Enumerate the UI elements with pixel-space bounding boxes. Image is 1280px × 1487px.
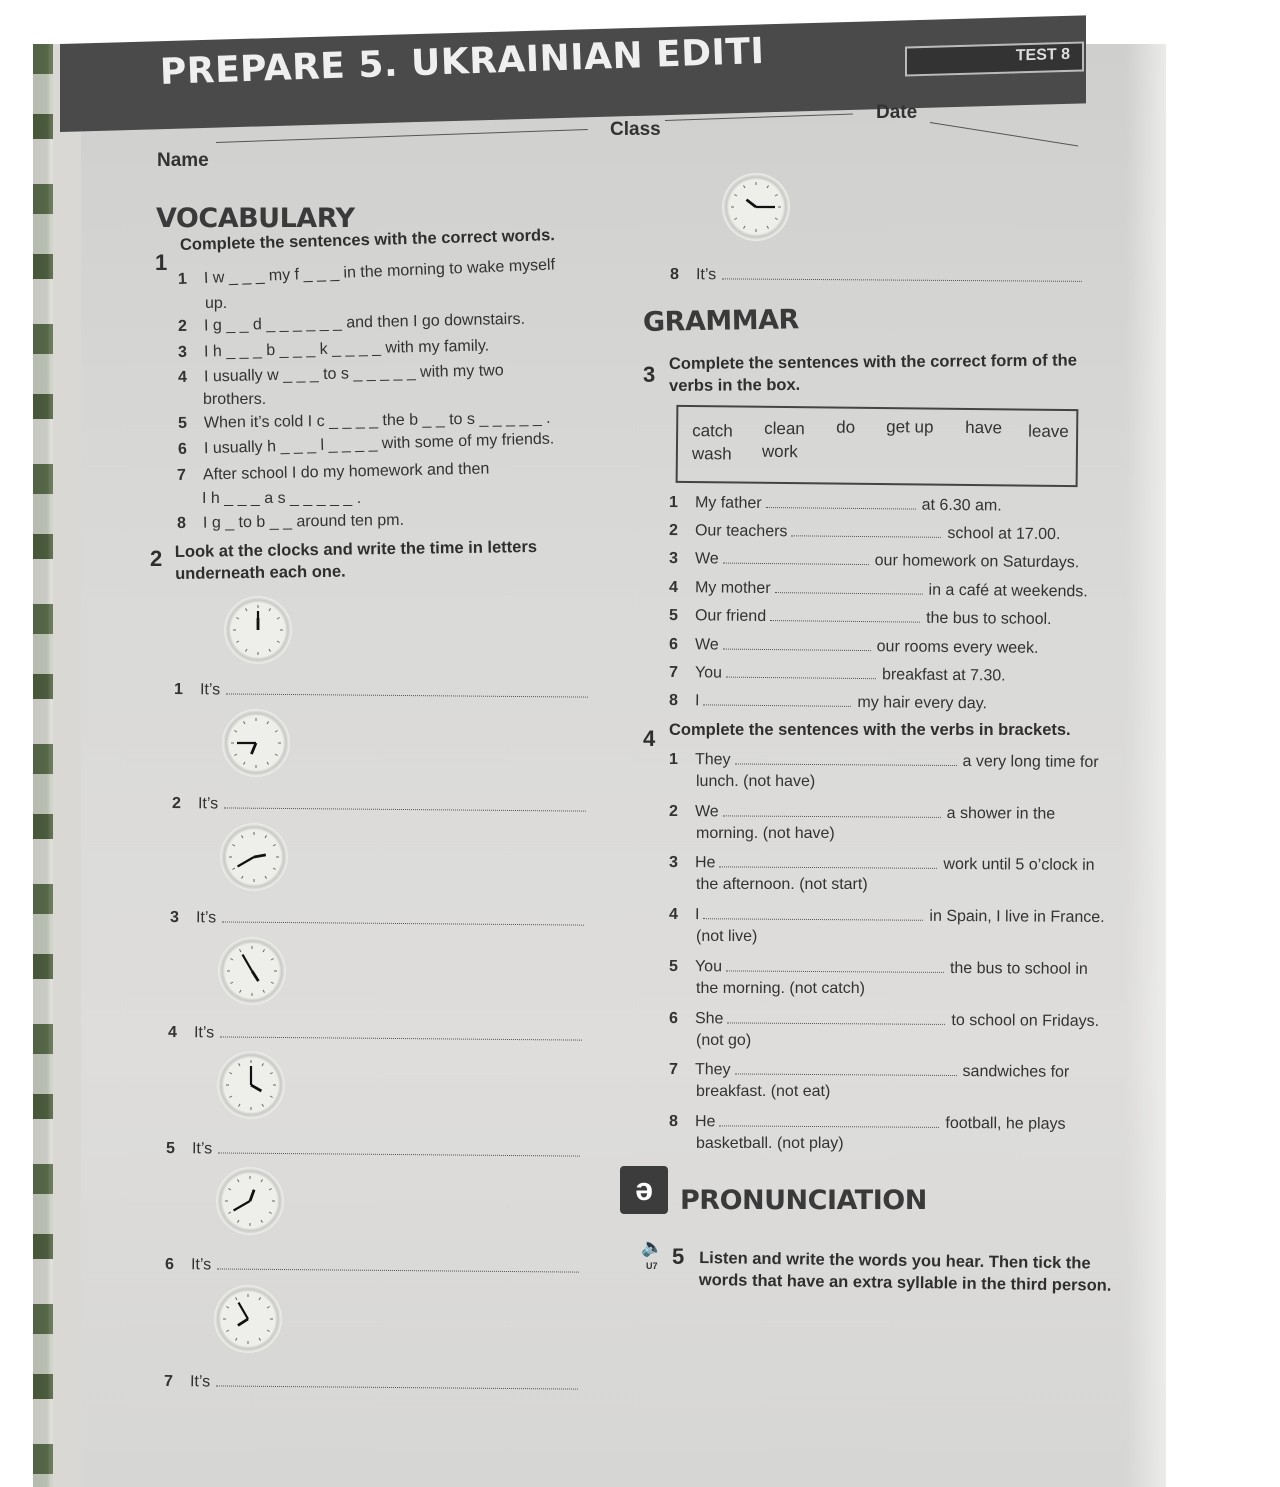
grammar-heading: GRAMMAR — [642, 304, 800, 338]
item-text-line1: I h _ _ _ b _ _ _ k _ _ _ _ with my family. — [203, 337, 490, 361]
sentence-end: work until 5 o’clock in — [943, 855, 1095, 874]
clock-face — [216, 1167, 284, 1235]
answer-field[interactable] — [770, 606, 920, 623]
its-prefix: It’s — [190, 1256, 212, 1274]
task1-item-line2 — [203, 388, 266, 411]
item-number: 3 — [668, 550, 678, 568]
date-label: Date — [876, 102, 918, 123]
time-answer-field[interactable] — [220, 1022, 582, 1040]
clock-tick — [267, 762, 269, 765]
task3-item[interactable] — [669, 604, 1052, 631]
clock-tick — [277, 641, 280, 643]
task1-item-line2 — [202, 487, 361, 510]
task3-instruction-line1: Complete the sentences with the correct form of the — [668, 351, 1077, 374]
clock-tick — [228, 1189, 231, 1191]
task1-item-line2 — [205, 292, 227, 315]
time-answer-row[interactable] — [165, 1253, 579, 1280]
sentence-start: Our friend — [694, 607, 767, 626]
answer-field[interactable] — [726, 956, 944, 973]
clock-tick — [262, 1104, 264, 1107]
clock-tick — [239, 1063, 241, 1066]
schwa-badge: ə — [620, 1166, 668, 1214]
clock-tick — [239, 1104, 241, 1107]
item-number: 8 — [668, 1113, 678, 1131]
item-number: 3 — [177, 343, 188, 361]
clock-face — [214, 1285, 282, 1353]
task4-item-line2 — [696, 977, 865, 1000]
clock-tick — [269, 1189, 272, 1191]
task3-item[interactable] — [669, 633, 1039, 660]
time-answer-field[interactable] — [218, 1138, 580, 1156]
time-answer-row[interactable] — [172, 792, 586, 819]
task4-item-line2 — [696, 1029, 751, 1052]
item-number: 3 — [169, 909, 179, 927]
time-answer-row[interactable] — [166, 1137, 580, 1164]
item-number: 6 — [177, 440, 188, 458]
its-prefix: It’s — [199, 681, 221, 699]
item-number: 5 — [668, 607, 678, 625]
task3-item[interactable] — [669, 491, 1002, 517]
task5-instruction-line2: words that have an extra syllable in the third person. — [698, 1270, 1112, 1295]
clock-tick — [236, 1297, 238, 1300]
sentence-start: My father — [694, 494, 762, 512]
verb-word: do — [836, 417, 856, 437]
task4-item-line2 — [696, 1080, 830, 1103]
clock-face — [222, 709, 290, 777]
clock-tick — [230, 959, 233, 961]
clock-tick — [226, 1307, 229, 1309]
its-prefix: It’s — [191, 1140, 213, 1158]
item-text-line1: I w _ _ _ my f _ _ _ in the morning to wake myself — [203, 256, 556, 287]
clock-tick — [259, 1338, 261, 1341]
verb-word: catch — [692, 421, 733, 441]
answer-field[interactable] — [726, 663, 876, 680]
clock-tick — [232, 845, 235, 847]
clock-tick — [269, 649, 271, 652]
time-answer-field[interactable] — [222, 907, 584, 925]
clock-tick — [267, 1307, 270, 1309]
clock-svg — [224, 596, 292, 664]
clock-tick — [263, 949, 265, 952]
task1-item[interactable] — [177, 509, 404, 535]
vocabulary-heading: VOCABULARY — [156, 203, 355, 234]
clock-tick — [246, 649, 248, 652]
clock-tick — [234, 754, 237, 756]
item-text-line1: I usually w _ _ _ to s _ _ _ _ _ with my two — [203, 362, 504, 386]
its-prefix: It’s — [195, 909, 217, 927]
clock-tick — [236, 1338, 238, 1341]
answer-field[interactable] — [791, 521, 941, 538]
item-text-line1: I g _ _ d _ _ _ _ _ _ and then I go downstairs. — [203, 310, 526, 335]
clock-tick — [246, 608, 248, 611]
item-number: 8 — [176, 514, 187, 532]
task5-number: 5 — [672, 1244, 685, 1269]
clock-tick — [744, 185, 746, 188]
clock-tick — [273, 868, 276, 870]
clock-tick — [228, 1212, 231, 1214]
clock-tick — [270, 1096, 273, 1098]
item-number: 5 — [177, 414, 188, 432]
task5-instruction — [699, 1247, 1112, 1297]
speaker-icon[interactable]: 🔈 — [641, 1237, 664, 1257]
time-answer-field[interactable] — [224, 793, 586, 811]
clock-tick — [240, 990, 242, 993]
time-answer-field[interactable] — [226, 679, 588, 697]
time-answer-field[interactable] — [216, 1371, 578, 1389]
item-text-line1: When it’s cold I c _ _ _ _ the b _ _ to s _ _ _ _ _ . — [203, 409, 551, 432]
clock-tick — [277, 618, 280, 620]
clock-tick — [270, 1073, 273, 1075]
clock-tick — [775, 195, 778, 197]
sentence-end: at 6.30 am. — [921, 496, 1002, 515]
time-answer-field[interactable] — [722, 264, 1082, 282]
clock-tick — [259, 1297, 261, 1300]
sentence-end: the bus to school in — [949, 959, 1088, 978]
time-answer-row[interactable] — [170, 906, 584, 933]
item-number: 7 — [668, 664, 678, 682]
sentence-end: to school on Fridays. — [951, 1011, 1100, 1031]
task4-number: 4 — [643, 726, 656, 751]
clock-svg — [220, 823, 288, 891]
sentence-start: They — [694, 1061, 731, 1079]
tablecloth-edge — [33, 44, 53, 1487]
task4-item-line2 — [696, 1132, 844, 1155]
answer-field[interactable] — [735, 1059, 957, 1076]
task1-number: 1 — [155, 250, 168, 275]
item-number: 2 — [177, 317, 188, 335]
sentence-end: the bus to school. — [926, 609, 1052, 629]
clock-tick — [238, 1179, 240, 1182]
clock-tick — [238, 1220, 240, 1223]
minute-hand — [234, 1201, 250, 1211]
item-number: 5 — [165, 1140, 175, 1158]
clock-tick — [242, 835, 244, 838]
task4-instruction: Complete the sentences with the verbs in brackets. — [669, 721, 1071, 739]
its-prefix: It’s — [197, 795, 219, 813]
clock-tick — [775, 218, 778, 220]
clock-tick — [236, 618, 239, 620]
task2-instruction-line1: Look at the clocks and write the time in letters — [174, 537, 538, 562]
clock-tick — [269, 1212, 272, 1214]
task2-number: 2 — [150, 546, 163, 571]
minute-hand — [239, 1303, 249, 1319]
class-label: Class — [610, 119, 661, 140]
answer-field[interactable] — [703, 690, 851, 707]
clock-face — [224, 596, 292, 664]
item-number: 4 — [668, 906, 678, 924]
sentence-continuation: lunch. (not have) — [696, 773, 816, 790]
item-number: 4 — [167, 1024, 177, 1042]
hour-hand — [746, 200, 756, 207]
item-number: 4 — [177, 368, 188, 386]
item-number: 7 — [163, 1373, 173, 1391]
item-number: 5 — [668, 958, 678, 976]
item-text-line1: I g _ to b _ _ around ten pm. — [202, 511, 405, 532]
name-label: Name — [157, 150, 209, 171]
task4-item-line2 — [696, 925, 757, 948]
test-tab-label: TEST 8 — [1015, 45, 1070, 65]
sentence-continuation: the afternoon. (not start) — [696, 876, 868, 893]
sentence-start: We — [694, 636, 719, 654]
sentence-continuation: (not go) — [696, 1032, 752, 1049]
clock-svg — [216, 1167, 284, 1235]
clock-svg — [218, 937, 286, 1005]
item-text-line1: After school I do my homework and then — [202, 460, 490, 484]
clock-tick — [242, 876, 244, 879]
sentence-start: I — [694, 692, 700, 710]
hour-hand — [238, 1319, 248, 1325]
verb-box — [676, 405, 1079, 487]
time-answer-row[interactable] — [164, 1370, 578, 1397]
sentence-continuation: the morning. (not catch) — [696, 980, 865, 997]
item-number: 6 — [164, 1256, 174, 1274]
clock-tick — [265, 876, 267, 879]
item-text-line2: brothers. — [203, 391, 267, 408]
sentence-start: We — [694, 550, 719, 568]
answer-field[interactable] — [719, 1111, 939, 1128]
clock-tick — [271, 982, 274, 984]
answer-field[interactable] — [727, 1008, 945, 1025]
sentence-end: in Spain, I live in France. — [929, 907, 1105, 927]
minute-hand — [238, 857, 254, 867]
clock-face — [217, 1051, 285, 1119]
its-prefix: It’s — [189, 1373, 211, 1391]
item-text-line2: I h _ _ _ a s _ _ _ _ _ . — [202, 490, 362, 507]
task3-item[interactable] — [669, 519, 1061, 546]
verb-word: work — [761, 441, 798, 462]
sentence-start: We — [694, 803, 719, 821]
clock-tick — [244, 762, 246, 765]
hour-hand — [251, 1085, 261, 1091]
item-text-line1: I usually h _ _ _ l _ _ _ _ with some of my friends. — [203, 430, 555, 458]
hour-hand — [250, 1190, 254, 1201]
clock-tick — [261, 1179, 263, 1182]
clock-tick — [744, 226, 746, 229]
sentence-end: breakfast at 7.30. — [881, 666, 1006, 685]
its-prefix: It’s — [695, 266, 717, 284]
clock-tick — [267, 1330, 270, 1332]
clock-tick — [240, 949, 242, 952]
task2-instruction — [175, 536, 538, 585]
item-number: 3 — [668, 854, 678, 872]
clock-tick — [767, 226, 769, 229]
item-number: 1 — [668, 494, 678, 512]
task5-instruction-line1: Listen and write the words you hear. Then tick the — [699, 1249, 1091, 1273]
sentence-start: She — [694, 1010, 724, 1028]
item-number: 1 — [173, 681, 183, 699]
sentence-continuation: breakfast. (not eat) — [696, 1083, 831, 1100]
clock-tick — [262, 1063, 264, 1066]
clock-tick — [734, 195, 737, 197]
task3-instruction-line2: verbs in the box. — [669, 375, 801, 395]
time-answer-row[interactable] — [670, 263, 1082, 289]
task4-item-line2 — [696, 822, 835, 845]
item-number: 8 — [668, 692, 678, 710]
answer-field[interactable] — [723, 635, 871, 652]
clock-tick — [230, 982, 233, 984]
item-number: 7 — [668, 1061, 678, 1079]
clock-tick — [275, 754, 278, 756]
verb-word: leave — [1028, 421, 1069, 442]
clock-tick — [244, 721, 246, 724]
clock-tick — [267, 721, 269, 724]
pronunciation-heading: PRONUNCIATION — [680, 1185, 927, 1216]
clock-tick — [271, 959, 274, 961]
answer-field[interactable] — [703, 904, 923, 921]
item-number: 6 — [668, 636, 678, 654]
answer-field[interactable] — [775, 578, 923, 595]
task4-item-line2 — [696, 770, 815, 793]
clock-face — [218, 937, 286, 1005]
task3-item[interactable] — [669, 661, 1006, 688]
header-title: PREPARE 5. UKRAINIAN EDITI — [159, 30, 766, 93]
answer-field[interactable] — [735, 749, 957, 766]
answer-field[interactable] — [766, 493, 916, 510]
verb-word: wash — [691, 444, 732, 464]
item-number: 8 — [669, 266, 679, 284]
sentence-start: My mother — [694, 579, 771, 598]
clock-tick — [229, 1096, 232, 1098]
verb-word: get up — [886, 417, 934, 437]
item-number: 7 — [176, 466, 187, 484]
task4-item-line2 — [696, 873, 868, 896]
clock-tick — [265, 835, 267, 838]
task3-item[interactable] — [669, 547, 1079, 574]
clock-tick — [273, 845, 276, 847]
item-number: 2 — [668, 803, 678, 821]
sentence-start: You — [694, 664, 723, 682]
clock-face — [722, 173, 790, 241]
item-number: 6 — [668, 1010, 678, 1028]
sentence-end: our rooms every week. — [876, 638, 1039, 657]
clock-tick — [767, 185, 769, 188]
sentence-end: school at 17.00. — [947, 524, 1061, 544]
time-answer-field[interactable] — [217, 1254, 579, 1272]
sentence-end: my hair every day. — [857, 693, 988, 713]
clock-svg — [222, 709, 290, 777]
sentence-start: Our teachers — [694, 522, 788, 541]
clock-svg — [722, 173, 790, 241]
answer-field[interactable] — [723, 801, 941, 818]
clock-tick — [261, 1220, 263, 1223]
task3-item[interactable] — [669, 689, 987, 715]
task3-item[interactable] — [669, 576, 1088, 603]
time-answer-row[interactable] — [168, 1021, 582, 1048]
verb-word: clean — [764, 418, 805, 439]
test-tab — [905, 42, 1084, 77]
task3-number: 3 — [643, 362, 656, 387]
item-number: 1 — [668, 751, 678, 769]
sentence-continuation: morning. (not have) — [696, 825, 835, 842]
item-text-line2: up. — [205, 295, 228, 312]
clock-svg — [217, 1051, 285, 1119]
task1-instruction: Complete the sentences with the correct words. — [179, 226, 556, 254]
hour-hand — [251, 743, 256, 754]
clock-tick — [236, 641, 239, 643]
sentence-start: He — [694, 854, 716, 872]
task2-instruction-line2: underneath each one. — [175, 562, 346, 583]
sentence-continuation: (not live) — [696, 928, 758, 945]
sentence-end: in a café at weekends. — [928, 581, 1088, 601]
clock-tick — [269, 608, 271, 611]
clock-tick — [734, 218, 737, 220]
hour-hand — [254, 855, 266, 857]
item-number: 2 — [668, 522, 678, 540]
its-prefix: It’s — [193, 1024, 215, 1042]
clock-tick — [234, 731, 237, 733]
answer-field[interactable] — [723, 549, 869, 566]
sentence-end: sandwiches for — [962, 1063, 1070, 1081]
answer-field[interactable] — [719, 852, 937, 869]
audio-track-label: U7 — [646, 1261, 658, 1271]
hour-hand — [252, 971, 258, 981]
clock-tick — [229, 1073, 232, 1075]
sentence-end: a very long time for — [962, 753, 1099, 771]
sentence-end: football, he plays — [945, 1114, 1066, 1133]
sentence-end: a shower in the — [946, 804, 1056, 823]
task3-instruction — [669, 349, 1077, 397]
time-answer-row[interactable] — [174, 678, 588, 705]
verb-word: have — [965, 417, 1003, 438]
clock-svg — [214, 1285, 282, 1353]
clock-tick — [226, 1330, 229, 1332]
minute-hand — [243, 955, 253, 971]
sentence-start: They — [694, 751, 731, 769]
sentence-start: I — [694, 906, 700, 924]
clock-tick — [263, 990, 265, 993]
clock-face — [220, 823, 288, 891]
clock-tick — [275, 731, 278, 733]
sentence-start: You — [694, 958, 723, 976]
sentence-continuation: basketball. (not play) — [696, 1135, 844, 1152]
item-number: 1 — [177, 270, 188, 288]
item-number: 2 — [171, 795, 181, 813]
clock-tick — [232, 868, 235, 870]
item-number: 4 — [668, 579, 678, 597]
sentence-end: our homework on Saturdays. — [874, 552, 1080, 572]
sentence-start: He — [694, 1113, 716, 1131]
